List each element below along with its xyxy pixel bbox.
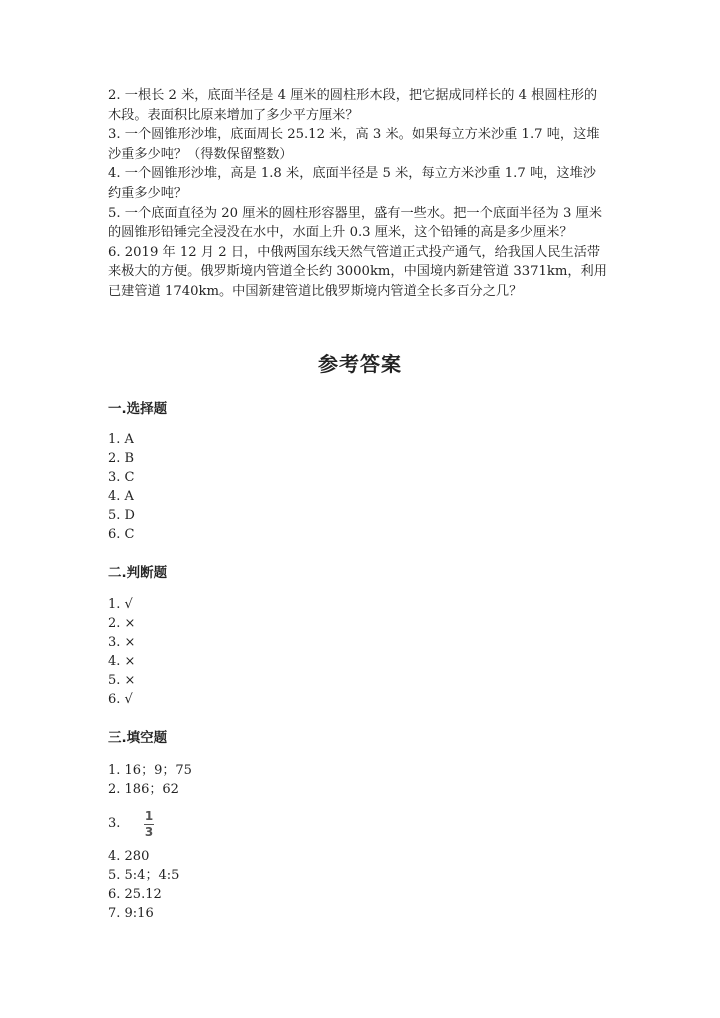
choice-answer: 5. D (108, 508, 135, 523)
fraction-numerator: 1 (144, 809, 154, 823)
choice-answer-list (108, 430, 135, 544)
judge-answer: 1. √ (108, 597, 133, 612)
fill-answer-list-b (108, 847, 179, 923)
choice-answer: 1. A (108, 432, 134, 447)
answer-title: 参考答案 (318, 352, 402, 376)
section-heading-choice: 一.选择题 (108, 401, 168, 417)
problem-3: 3. 一个圆锥形沙堆，底面周长 25.12 米，高 3 米。如果每立方米沙重 1.7 吨，这堆沙重多少吨？（得数保留整数） (108, 127, 600, 162)
fraction-denominator: 3 (144, 825, 154, 839)
fill-answer: 2. 186；62 (108, 782, 179, 797)
fill-answer-list-a (108, 761, 192, 799)
problem-6: 6. 2019 年 12 月 2 日，中俄两国东线天然气管道正式投产通气，给我国人民生活带来极大的方便。俄罗斯境内管道全长约 3000km，中国境内新建管道 3371km，利用已建管道 1740km。中国新建管道比俄罗斯境内管道全长多百分之几？ (108, 244, 607, 299)
choice-answer: 4. A (108, 489, 134, 504)
section-heading-judge: 二.判断题 (108, 565, 168, 581)
fill-answer: 5. 5:4；4:5 (108, 868, 180, 883)
section-heading-fill: 三.填空题 (108, 730, 168, 746)
fill-answer: 7. 9:16 (108, 906, 154, 921)
judge-answer: 4. × (108, 654, 136, 669)
fill-answer: 1. 16；9；75 (108, 763, 192, 778)
judge-answer: 2. × (108, 616, 136, 631)
fill-answer: 4. 280 (108, 849, 150, 864)
problem-4: 4. 一个圆锥形沙堆，高是 1.8 米，底面半径是 5 米，每立方米沙重 1.7 吨，这堆沙约重多少吨？ (108, 166, 596, 201)
judge-answer-list (108, 595, 135, 709)
choice-answer: 6. C (108, 527, 135, 542)
fill-answer: 6. 25.12 (108, 887, 162, 902)
choice-answer: 2. B (108, 451, 135, 466)
fraction-one-third (144, 810, 154, 839)
judge-answer: 3. × (108, 635, 136, 650)
judge-answer: 5. × (108, 673, 136, 688)
judge-answer: 6. √ (108, 692, 133, 707)
problem-5: 5. 一个底面直径为 20 厘米的圆柱形容器里，盛有一些水。把一个底面半径为 3 厘米的圆锥形铅锤完全浸没在水中，水面上升 0.3 厘米，这个铅锤的高是多少厘米？ (108, 205, 602, 241)
fraction-item-label: 3. (108, 816, 121, 831)
problem-list (108, 86, 608, 302)
problem-2: 2. 一根长 2 米，底面半径是 4 厘米的圆柱形木段，把它据成同样长的 4 根圆柱形的木段。表面积比原来增加了多少平方厘米？ (108, 88, 598, 123)
choice-answer: 3. C (108, 470, 135, 485)
